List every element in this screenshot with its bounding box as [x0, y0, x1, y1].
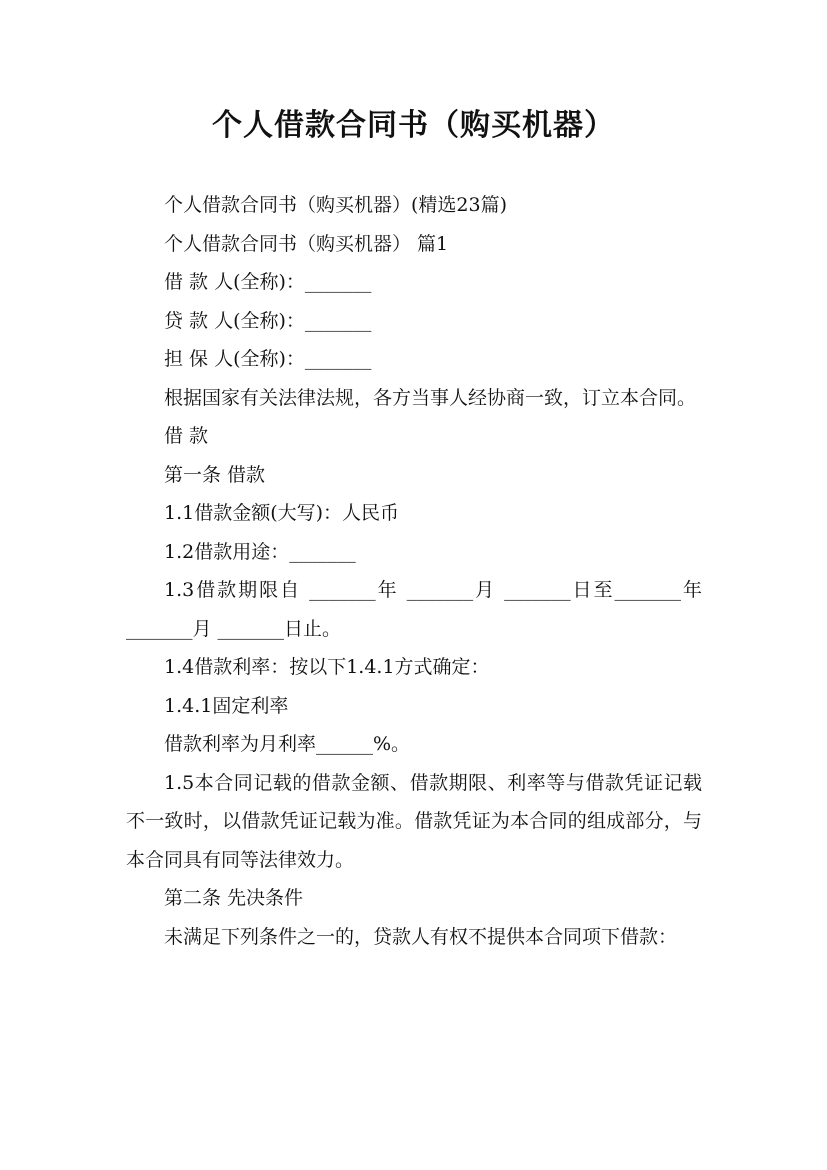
paragraph-preamble: 根据国家有关法律法规，各方当事人经协商一致，订立本合同。 [164, 386, 697, 409]
paragraph-1-4: 1.4借款利率：按以下1.4.1方式确定： [164, 656, 490, 678]
paragraph-subtitle: 个人借款合同书（购买机器）(精选23篇) [164, 194, 508, 216]
paragraph-lender: 贷 款 人(全称)：_______ [164, 309, 372, 332]
paragraph-interest-rate: 借款利率为月利率______%。 [164, 733, 411, 755]
paragraph-borrower: 借 款 人(全称)：_______ [164, 271, 372, 293]
paragraph-1-2: 1.2借款用途：_______ [164, 540, 356, 563]
paragraph-1-4-1: 1.4.1固定利率 [164, 694, 289, 717]
paragraph-loan-heading: 借 款 [164, 425, 209, 447]
document-body [126, 186, 709, 956]
paragraph-1-1: 1.1借款金额(大写)：人民币 [164, 502, 400, 524]
paragraph-1-3: 1.3借款期限自 _______年 _______月 _______日至_______年 _______月 _______日止。 [126, 579, 709, 640]
paragraph-1-5: 1.5本合同记载的借款金额、借款期限、利率等与借款凭证记载不一致时，以借款凭证记载为准。借款凭证为本合同的组成部分，与本合同具有同等法律效力。 [126, 771, 702, 871]
document-title: 个人借款合同书（购买机器） [212, 108, 615, 143]
paragraph-article-2: 第二条 先决条件 [164, 887, 304, 909]
paragraph-guarantor: 担 保 人(全称)：_______ [164, 348, 372, 370]
paragraph-section-heading: 个人借款合同书（购买机器） 篇1 [164, 232, 449, 255]
paragraph-article-1: 第一条 借款 [164, 463, 266, 486]
paragraph-conditions: 未满足下列条件之一的，贷款人有权不提供本合同项下借款： [164, 925, 678, 948]
